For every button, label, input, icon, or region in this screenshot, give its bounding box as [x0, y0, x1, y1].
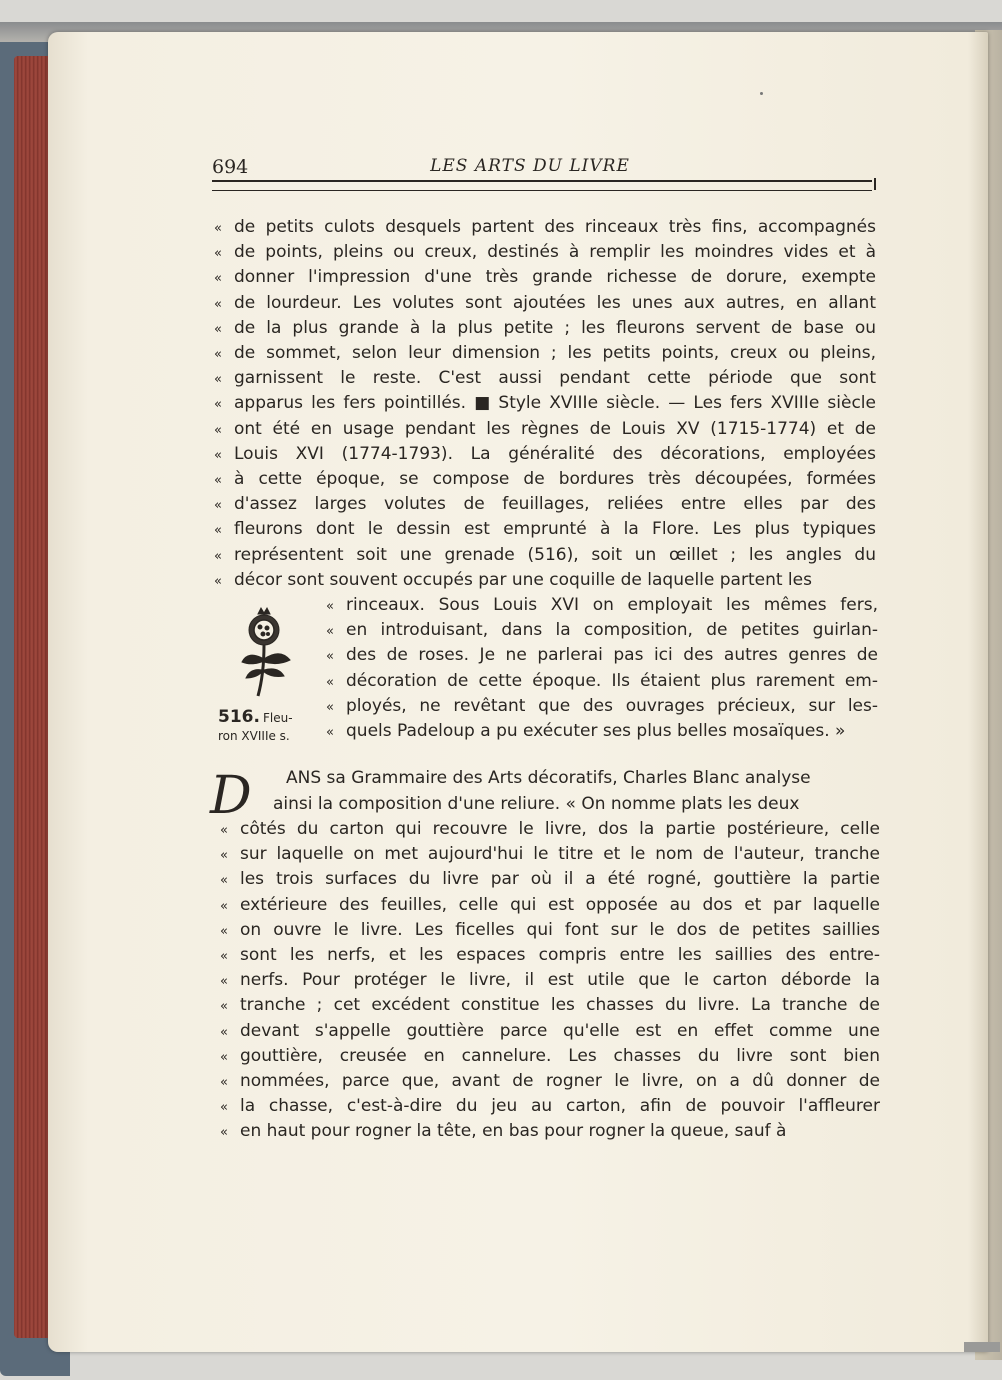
paragraph-2-second-line: ainsi la composition d'une reliure. « On nomme plats les deux	[273, 794, 800, 814]
line-text: nommées, parce que, avant de rogner le livre, on a dû donner de	[240, 1071, 880, 1091]
text-line	[214, 468, 876, 492]
text-line	[326, 720, 845, 744]
line-text: de sommet, selon leur dimension ; les petits points, creux ou pleins,	[234, 343, 876, 363]
quote-mark: «	[220, 1024, 228, 1040]
header-rule-end	[866, 178, 876, 190]
line-text: ont été en usage pendant les règnes de Louis XV (1715-1774) et de	[234, 418, 876, 439]
text-line	[220, 944, 880, 968]
line-text: fleurons dont le dessin est emprunté à la Flore. Les plus typiques	[234, 519, 876, 540]
text-line	[326, 594, 878, 618]
text-line	[326, 644, 878, 668]
quote-mark: «	[214, 296, 222, 312]
text-line	[220, 1045, 880, 1069]
quote-mark: «	[214, 498, 222, 514]
quote-mark: «	[214, 397, 222, 413]
quote-mark: «	[214, 548, 222, 564]
figure-caption-2: ron XVIIIe s.	[218, 729, 290, 743]
quote-mark: «	[326, 649, 334, 665]
text-line	[214, 317, 876, 341]
line-text: de lourdeur. Les volutes sont ajoutées les unes aux autres, en allant	[234, 292, 876, 313]
line-text: de petits culots desquels partent des rinceaux très fins, accompagnés	[234, 217, 876, 237]
text-line	[214, 544, 876, 568]
line-text: en haut pour rogner la tête, en bas pour rogner la queue, sauf à	[240, 1121, 787, 1142]
line-text: décor sont souvent occupés par une coquille de laquelle partent les	[234, 569, 812, 590]
line-text: garnissent le reste. C'est aussi pendant cette période que sont	[234, 368, 876, 389]
quote-mark: «	[214, 447, 222, 463]
quote-mark: «	[214, 422, 222, 438]
quote-mark: «	[220, 898, 228, 914]
text-line	[326, 619, 878, 643]
line-text: on ouvre le livre. Les ficelles qui font sur le dos de petites saillies	[240, 919, 880, 940]
quote-mark: «	[214, 473, 222, 488]
line-text: gouttière, creusée en cannelure. Les chasses du livre sont bien	[240, 1045, 880, 1066]
text-line	[326, 695, 878, 719]
quote-mark: «	[326, 699, 334, 715]
line-text: décoration de cette époque. Ils étaient plus rarement em-	[346, 670, 878, 691]
quote-mark: «	[214, 347, 222, 362]
quote-mark: «	[220, 1075, 228, 1090]
quote-mark: «	[220, 873, 228, 889]
quote-mark: «	[326, 599, 334, 614]
text-line	[214, 292, 876, 316]
quote-mark: «	[214, 523, 222, 539]
quote-mark: «	[214, 271, 222, 287]
line-text: côtés du carton qui recouvre le livre, dos la partie postérieure, celle	[240, 819, 880, 839]
text-line	[214, 392, 876, 416]
drop-cap: D	[210, 766, 252, 826]
text-line	[220, 1120, 786, 1144]
quote-mark: «	[220, 1049, 228, 1065]
quote-mark: «	[326, 725, 334, 740]
line-text: en introduisant, dans la composition, de petites guirlan-	[346, 620, 878, 641]
line-text: quels Padeloup a pu exécuter ses plus belles mosaïques. »	[346, 721, 846, 741]
text-line	[220, 1020, 880, 1044]
line-text: devant s'appelle gouttière parce qu'elle est en effet comme une	[240, 1020, 880, 1041]
line-text: nerfs. Pour protéger le livre, il est utile que le carton déborde la	[240, 970, 880, 991]
quote-mark: «	[220, 823, 228, 838]
text-line	[326, 670, 878, 694]
text-line	[220, 969, 880, 993]
line-text: extérieure des feuilles, celle qui est opposée au dos et par laquelle	[240, 894, 880, 915]
text-line	[220, 894, 880, 918]
line-text: représentent soit une grenade (516), soit un œillet ; les angles du	[234, 544, 876, 565]
line-text: Louis XVI (1774-1793). La généralité des décorations, employées	[234, 443, 876, 464]
figure-caption-1: Fleu-	[263, 711, 293, 725]
line-text: apparus les fers pointillés. ■ Style XVIIIe siècle. — Les fers XVIIIe siècle	[234, 393, 876, 414]
line-text: de la plus grande à la plus petite ; les fleurons servent de base ou	[234, 317, 876, 338]
text-line	[214, 342, 876, 366]
line-text: donner l'impression d'une très grande richesse de dorure, exempte	[234, 267, 876, 288]
header-rule	[212, 180, 872, 191]
text-line	[214, 493, 876, 517]
quote-mark: «	[220, 1100, 228, 1116]
text-line	[220, 818, 880, 842]
text-line	[220, 1070, 880, 1094]
text-line	[220, 843, 880, 867]
quote-mark: «	[326, 624, 334, 640]
text-line	[220, 868, 880, 892]
quote-mark: «	[220, 1125, 228, 1141]
page-number: 694	[212, 156, 249, 178]
quote-mark: «	[220, 848, 228, 864]
line-text: la chasse, c'est-à-dire du jeu au carton, afin de pouvoir l'affleurer	[240, 1096, 880, 1117]
text-line	[214, 266, 876, 290]
quote-mark: «	[220, 949, 228, 964]
text-line	[214, 569, 812, 593]
line-text: sur laquelle on met aujourd'hui le titre et le nom de l'auteur, tranche	[240, 844, 880, 865]
quote-mark: «	[214, 246, 222, 262]
text-line	[220, 919, 880, 943]
figure-number: 516.	[218, 707, 260, 727]
line-text: à cette époque, se compose de bordures très découpées, formées	[234, 469, 876, 489]
running-title: LES ARTS DU LIVRE	[430, 156, 630, 176]
text-line	[220, 1095, 880, 1119]
quote-mark: «	[326, 674, 334, 690]
paper-speck	[760, 92, 763, 95]
text-line	[214, 241, 876, 265]
text-line	[220, 994, 880, 1018]
text-line	[214, 518, 876, 542]
quote-mark: «	[220, 999, 228, 1015]
line-text: ployés, ne revêtant que des ouvrages précieux, sur les-	[346, 695, 878, 716]
quote-mark: «	[214, 221, 222, 236]
line-text: d'assez larges volutes de feuillages, reliées entre elles par des	[234, 494, 876, 515]
line-text: sont les nerfs, et les espaces compris entre les saillies des entre-	[240, 945, 880, 965]
quote-mark: «	[220, 974, 228, 990]
text-line	[214, 443, 876, 467]
paragraph-2-first-line: ANS sa Grammaire des Arts décoratifs, Charles Blanc analyse	[286, 768, 811, 788]
quote-mark: «	[214, 573, 222, 589]
text-line	[214, 418, 876, 442]
quote-mark: «	[220, 923, 228, 939]
line-text: les trois surfaces du livre par où il a été rogné, gouttière la partie	[240, 869, 880, 890]
pomegranate-fleuron-icon	[228, 604, 300, 700]
line-text: de points, pleins ou creux, destinés à remplir les moindres vides et à	[234, 242, 876, 263]
text-line	[214, 216, 876, 240]
line-text: rinceaux. Sous Louis XVI on employait les mêmes fers,	[346, 595, 878, 615]
quote-mark: «	[214, 321, 222, 337]
quote-mark: «	[214, 372, 222, 388]
line-text: des de roses. Je ne parlerai pas ici des autres genres de	[346, 645, 878, 666]
line-text: tranche ; cet excédent constitue les chasses du livre. La tranche de	[240, 995, 880, 1016]
text-line	[214, 367, 876, 391]
corner-chip	[964, 1342, 1000, 1352]
